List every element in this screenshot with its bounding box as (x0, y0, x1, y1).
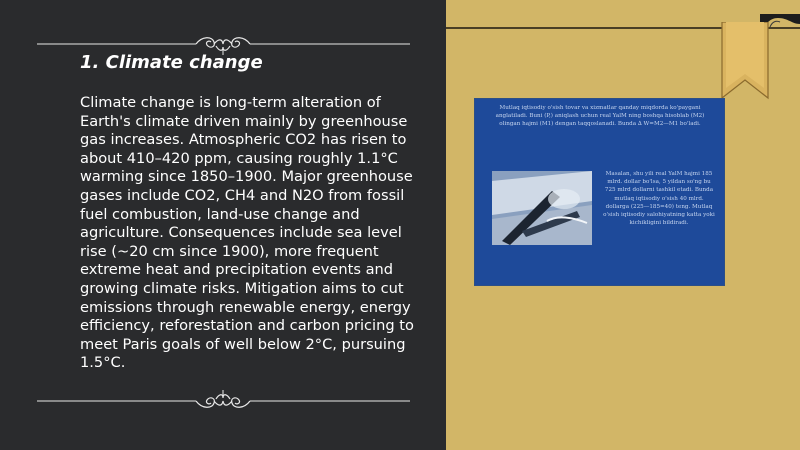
photo-top-text: Mutlaq iqtisodiy o'sish tovar va xizmatlar qanday miqdorda ko'paygani anglatiladi. Buni (P,) aniqlash uchun real YalM ning boshqa hisoblab (M2) olingan hajmi (M1) dengan taqqoslanadi. Bunda ∆ W=M2—M1 bo'ladi. (495, 105, 705, 128)
embedded-photo (474, 98, 725, 286)
photo-side-text: Masalan, shu yili real YalM hajmi 185 mlrd. dollar bo'lsa, 5 yildan so'ng bu 725 mlrd dollarni tashkil etadi. Bunda mutlaq iqtisodiy o'sish 40 mlrd. dollarga (225—185=40) teng. Mutlaq o'sish iqtisodiy salohiyatning katta yoki kichikligini bildiradi. (603, 171, 715, 227)
slide-title: 1. Climate change (80, 52, 263, 73)
bookmark-icon (720, 22, 770, 106)
photo-image (492, 171, 592, 245)
bottom-ornament (0, 390, 446, 412)
slide-body: Climate change is long-term alteration of Earth's climate driven mainly by greenhouse gas increases. Atmospheric CO2 has risen to about 410–420 ppm, causing roughly 1.1°C warming since 1850–1900. Major greenhouse gases include CO2, CH4 and N2O from fossil fuel combustion, land-use change and agriculture. Consequences include sea level rise (~20 cm since 1900), more frequent extreme heat and precipitation events and growing climate risks. Mitigation aims to cut emissions through renewable energy, energy efficiency, reforestation and carbon pricing to meet Paris goals of well below 2°C, pursuing 1.5°C. (80, 94, 414, 372)
